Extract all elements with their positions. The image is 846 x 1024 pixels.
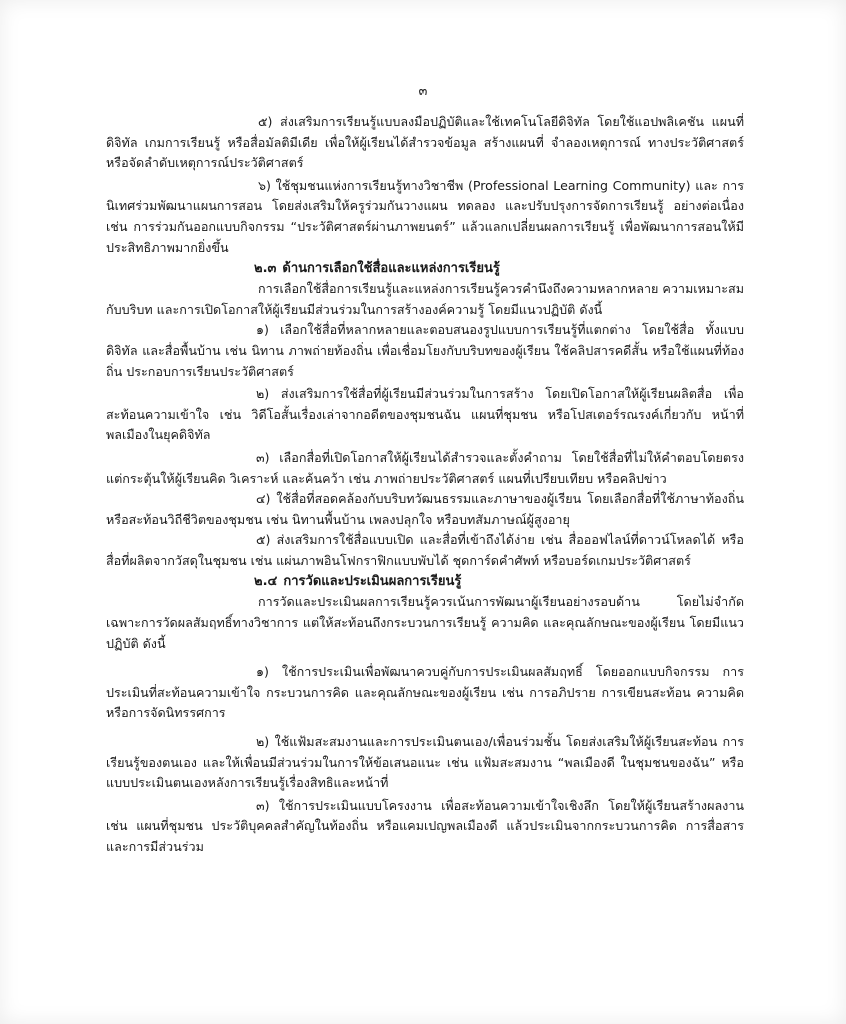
section-2-4-title: การวัดและประเมินผลการเรียนรู้ bbox=[283, 574, 462, 590]
section-2-4-intro: การวัดและประเมินผลการเรียนรู้ควรเน้นการพัฒนาผู้เรียนอย่างรอบด้าน โดยไม่จำกัด เฉพาะการวัดผลสัมฤทธิ์ทางวิชาการ แต่ให้สะท้อนถึงกระบวนการเรียนรู้ ความคิด และคุณลักษณะของผู้เรียน โดยมีแนวปฏิบัติ ดังนี้ bbox=[106, 594, 744, 651]
section-2-3-item-2: ๒) ส่งเสริมการใช้สื่อที่ผู้เรียนมีส่วนร่วมในการสร้าง โดยเปิดโอกาสให้ผู้เรียนผลิตสื่อ เพื่อสะท้อนความเข้าใจ เช่น วิดีโอสั้นเรื่องเล่าจากอดีตของชุมชนฉัน แผนที่ชุมชน หรือโปสเตอร์รณรงค์เกี่ยวกับ หน้าที่พลเมืองในยุคดิจิทัล bbox=[106, 386, 744, 443]
section-2-3-title: ด้านการเลือกใช้สื่อและแหล่งการเรียนรู้ bbox=[282, 261, 500, 277]
document-body bbox=[106, 112, 744, 858]
section-2-4-number: ๒.๔ bbox=[254, 574, 278, 590]
section-2-3-item-4: ๔) ใช้สื่อที่สอดคล้องกับบริบทวัฒนธรรมและภาษาของผู้เรียน โดยเลือกสื่อที่ใช้ภาษาท้องถิ่น หรือสะท้อนวิถีชีวิตของชุมชน เช่น นิทานพื้นบ้าน เพลงปลุกใจ หรือบทสัมภาษณ์ผู้สูงอายุ bbox=[106, 491, 744, 527]
section-2-4-item-1: ๑) ใช้การประเมินเพื่อพัฒนาควบคู่กับการประเมินผลสัมฤทธิ์ โดยออกแบบกิจกรรม การประเมินที่สะท้อนความเข้าใจ กระบวนการคิด และคุณลักษณะของผู้เรียน เช่น การอภิปราย การเขียนสะท้อน ความคิด หรือการจัดนิทรรศการ bbox=[106, 664, 744, 721]
section-2-4-item-3: ๓) ใช้การประเมินแบบโครงงาน เพื่อสะท้อนความเข้าใจเชิงลึก โดยให้ผู้เรียนสร้างผลงาน เช่น แผนที่ชุมชน ประวัติบุคคลสำคัญในท้องถิ่น หรือแคมเปญพลเมืองดี แล้วประเมินจากกระบวนการคิด การสื่อสาร และการมีส่วนร่วม bbox=[106, 797, 744, 854]
paragraph-item-5-digital: ๕) ส่งเสริมการเรียนรู้แบบลงมือปฏิบัติและใช้เทคโนโลยีดิจิทัล โดยใช้แอปพลิเคชัน แผนที่ดิจิทัล เกมการเรียนรู้ หรือสื่อมัลติมีเดีย เพื่อให้ผู้เรียนได้สำรวจข้อมูล สร้างแผนที่ จำลองเหตุการณ์ ทางประวัติศาสตร์ หรือจัดลำดับเหตุการณ์ประวัติศาสตร์ bbox=[106, 114, 744, 171]
section-2-3-item-3: ๓) เลือกสื่อที่เปิดโอกาสให้ผู้เรียนได้สำรวจและตั้งคำถาม โดยใช้สื่อที่ไม่ให้คำตอบโดยตรง แต่กระตุ้นให้ผู้เรียนคิด วิเคราะห์ และค้นคว้า เช่น ภาพถ่ายประวัติศาสตร์ แผนที่เปรียบเทียบ หรือคลิปข่าว bbox=[106, 449, 744, 486]
section-2-4-heading bbox=[106, 571, 744, 592]
page-number: ๓ bbox=[418, 84, 428, 99]
section-2-3-heading bbox=[106, 258, 744, 279]
section-2-4-item-2: ๒) ใช้แฟ้มสะสมงานและการประเมินตนเอง/เพื่อนร่วมชั้น โดยส่งเสริมให้ผู้เรียนสะท้อน การเรียนรู้ของตนเอง และให้เพื่อนมีส่วนร่วมในการให้ข้อเสนอแนะ เช่น แฟ้มสะสมงาน “พลเมืองดี ในชุมชนของฉัน” หรือแบบประเมินตนเองหลังการเรียนรู้เรื่องสิทธิและหน้าที่ bbox=[106, 734, 744, 791]
section-2-3-number: ๒.๓ bbox=[254, 261, 277, 277]
section-2-3-item-1: ๑) เลือกใช้สื่อที่หลากหลายและตอบสนองรูปแบบการเรียนรู้ที่แตกต่าง โดยใช้สื่อ ทั้งแบบดิจิทัล และสื่อพื้นบ้าน เช่น นิทาน ภาพถ่ายท้องถิ่น เพื่อเชื่อมโยงกับบริบทของผู้เรียน ใช้คลิปสารคดีสั้น หรือใช้แผนที่ท้องถิ่น ประกอบการเรียนประวัติศาสตร์ bbox=[106, 322, 744, 379]
section-2-3-intro: การเลือกใช้สื่อการเรียนรู้และแหล่งการเรียนรู้ควรคำนึงถึงความหลากหลาย ความเหมาะสมกับบริบท และการเปิดโอกาสให้ผู้เรียนมีส่วนร่วมในการสร้างองค์ความรู้ โดยมีแนวปฏิบัติ ดังนี้ bbox=[106, 281, 745, 317]
section-2-3-item-5: ๕) ส่งเสริมการใช้สื่อแบบเปิด และสื่อที่เข้าถึงได้ง่าย เช่น สื่อออฟไลน์ที่ดาวน์โหลดได้ หรือสื่อที่ผลิตจากวัสดุในชุมชน เช่น แผ่นภาพอินโฟกราฟิกแบบพับได้ ชุดการ์ดคำศัพท์ หรือบอร์ดเกมประวัติศาสตร์ bbox=[106, 532, 744, 568]
paragraph-item-6-plc: ๖) ใช้ชุมชนแห่งการเรียนรู้ทางวิชาชีพ (Professional Learning Community) และ การนิเทศร่วมพัฒนาแผนการสอน โดยส่งเสริมให้ครูร่วมกันวางแผน ทดลอง และปรับปรุงการจัดการเรียนรู้ อย่างต่อเนื่อง เช่น การร่วมกันออกแบบกิจกรรม “ประวัติศาสตร์ผ่านภาพยนตร์” แล้วแลกเปลี่ยนผลการเรียนรู้ เพื่อพัฒนาการสอนให้มีประสิทธิภาพมากยิ่งขึ้น bbox=[106, 177, 744, 255]
